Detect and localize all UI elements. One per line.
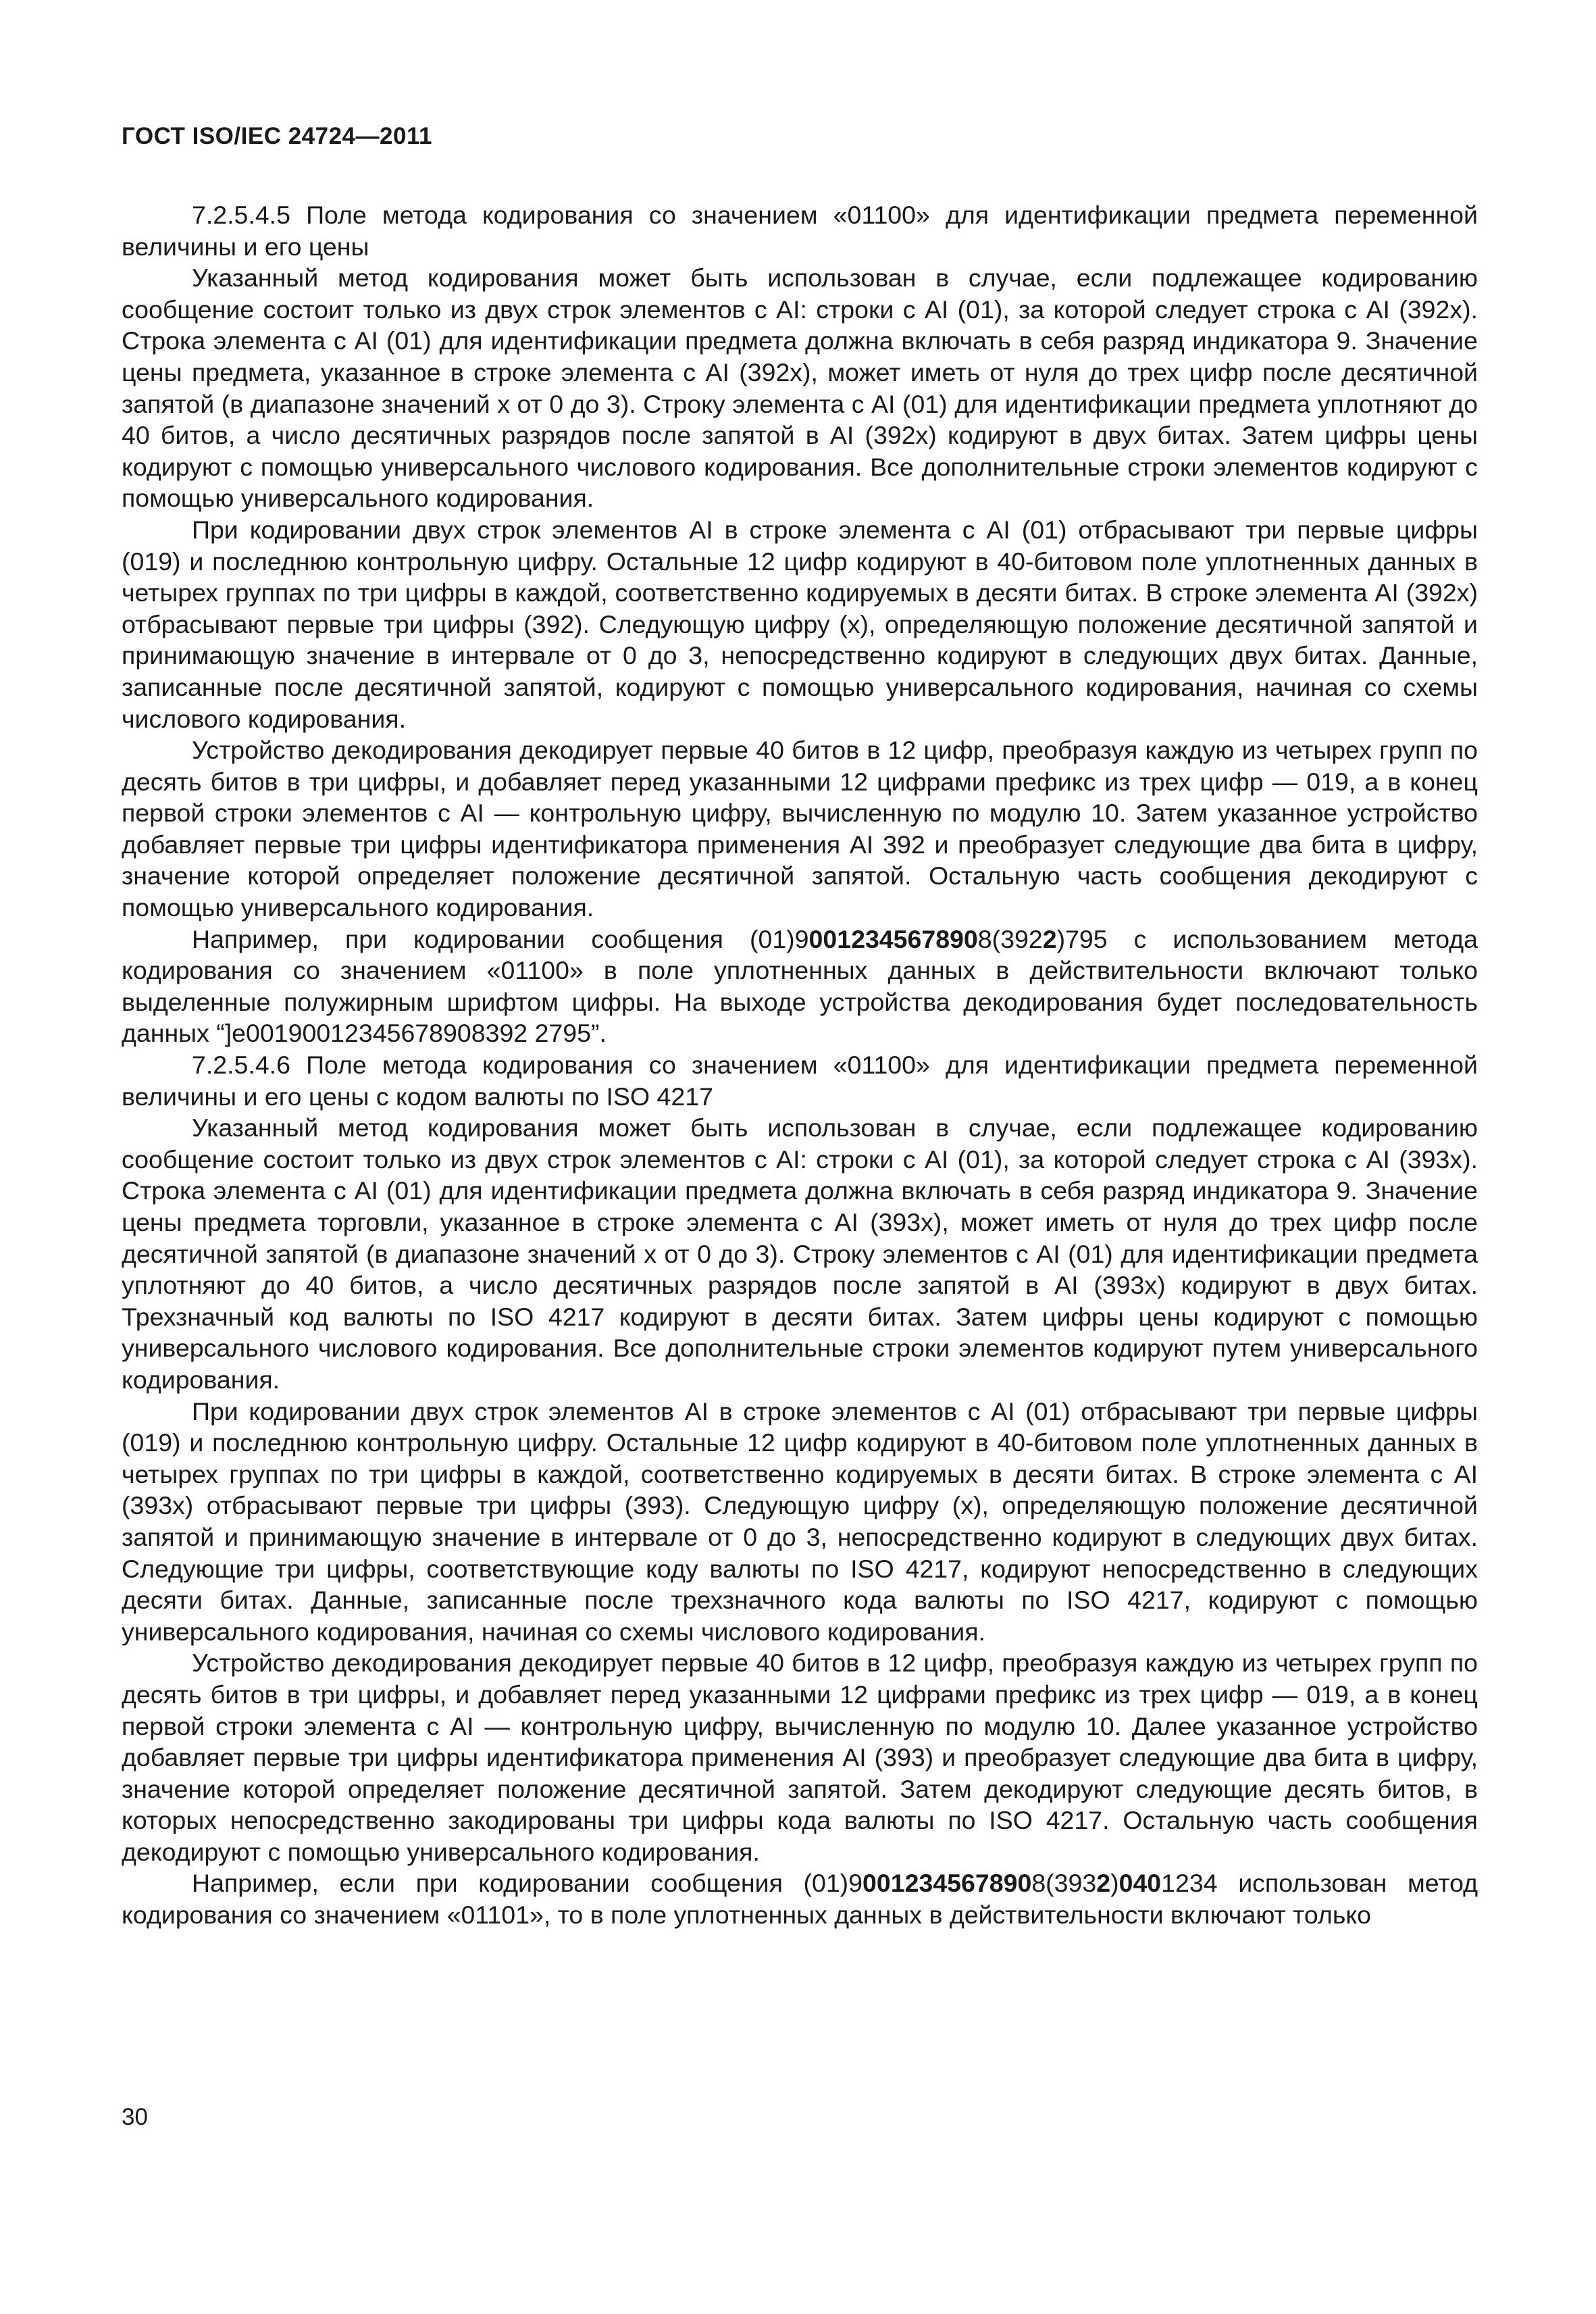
text-segment: 1234 использован метод кодирования со значением «01101», то в поле уплотненных данных в действительности включают только — [122, 1869, 1478, 1930]
document-body — [122, 199, 1478, 1931]
paragraph — [122, 514, 1478, 734]
bold-text-segment: 040 — [1118, 1869, 1162, 1898]
paragraph — [122, 924, 1478, 1049]
page-number: 30 — [122, 2104, 148, 2130]
text-segment: Устройство декодирования декодирует первые 40 битов в 12 цифр, преобразуя каждую из четырех групп по десять битов в три цифры, и добавляет перед указанными 12 цифрами префикс из трех цифр — 019, а в конец первой строки элементов с AI — контрольную цифру, вычисленную по модулю 10. Затем указанное устройство добавляет первые три цифры идентификатора применения AI 392 и преобразует следующие два бита в цифру, значение которой определяет положение десятичной запятой. Остальную часть сообщения декодируют с помощью универсального кодирования. — [122, 736, 1478, 922]
document-header: ГОСТ ISO/IEC 24724—2011 — [122, 123, 432, 149]
text-segment: 7.2.5.4.6 Поле метода кодирования со значением «01100» для идентификации предмета переменной величины и его цены с кодом валюты по ISO 4217 — [122, 1051, 1478, 1111]
paragraph — [122, 1867, 1478, 1930]
paragraph — [122, 262, 1478, 514]
text-segment: )795 с использованием метода кодирования со значением «01100» в поле уплотненных данных в действительности включают только выделенные полужирным шрифтом цифры. На выходе устройства декодирования будет последовательность данных “]e00190012345678908392 2795”. — [122, 924, 1478, 1048]
text-segment: Указанный метод кодирования может быть использован в случае, если подлежащее кодированию сообщение состоит только из двух строк элементов с AI: строки с AI (01), за которой следует строка с AI (393x). Строка элемента с AI (01) для идентификации предмета должна включать в себя разряд индикатора 9. Значение цены предмета торговли, указанное в строке элемента с AI (393x), может иметь от нуля до трех цифр после десятичной запятой (в диапазоне значений x от 0 до 3). Строку элементов с AI (01) для идентификации предмета уплотняют до 40 битов, а число десятичных разрядов после запятой в AI (393x) кодируют в двух битах. Трехзначный код валюты по ISO 4217 кодируют в десяти битах. Затем цифры цены кодируют с помощью универсального числового кодирования. Все дополнительные строки элементов кодируют путем универсального кодирования. — [122, 1113, 1478, 1394]
paragraph — [122, 1647, 1478, 1867]
paragraph — [122, 1112, 1478, 1395]
paragraph — [122, 734, 1478, 924]
text-segment: 7.2.5.4.5 Поле метода кодирования со значением «01100» для идентификации предмета переменной величины и его цены — [122, 201, 1478, 261]
text-segment: 8(393 — [1031, 1869, 1097, 1898]
text-segment: Указанный метод кодирования может быть использован в случае, если подлежащее кодированию сообщение состоит только из двух строк элементов с AI: строки с AI (01), за которой следует строка с AI (392x). Строка элемента с AI (01) для идентификации предмета должна включать в себя разряд индикатора 9. Значение цены предмета, указанное в строке элемента с AI (392x), может иметь от нуля до трех цифр после десятичной запятой (в диапазоне значений x от 0 до 3). Строку элемента с AI (01) для идентификации предмета уплотняют до 40 битов, а число десятичных разрядов после запятой в AI (392x) кодируют в двух битах. Затем цифры цены кодируют с помощью универсального числового кодирования. Все дополнительные строки элементов кодируют с помощью универсального кодирования. — [122, 263, 1478, 513]
bold-text-segment: 2 — [1042, 924, 1057, 953]
text-segment: При кодировании двух строк элементов AI в строке элемента с AI (01) отбрасывают три первые цифры (019) и последнюю контрольную цифру. Остальные 12 цифр кодируют в 40-битовом поле уплотненных данных в четырех группах по три цифры в каждой, соответственно кодируемых в десяти битах. В строке элемента AI (392x) отбрасывают первые три цифры (392). Следующую цифру (x), определяющую положение десятичной запятой и принимающую значение в интервале от 0 до 3, непосредственно кодируют в следующих двух битах. Данные, записанные после десятичной запятой, кодируют с помощью универсального кодирования, начиная со схемы числового кодирования. — [122, 515, 1478, 733]
bold-text-segment: 001234567890 — [863, 1869, 1032, 1898]
bold-text-segment: 001234567890 — [808, 924, 978, 953]
bold-text-segment: 2 — [1096, 1869, 1111, 1898]
text-segment: Устройство декодирования декодирует первые 40 битов в 12 цифр, преобразуя каждую из четырех групп по десять битов в три цифры, и добавляет перед указанными 12 цифрами префикс из трех цифр — 019, а в конец первой строки элемента с AI — контрольную цифру, вычисленную по модулю 10. Далее указанное устройство добавляет первые три цифры идентификатора применения AI (393) и преобразует следующие два бита в цифру, значение которой определяет положение десятичной запятой. Затем декодируют следующие десять битов, в которых непосредственно закодированы три цифры кода валюты по ISO 4217. Остальную часть сообщения декодируют с помощью универсального кодирования. — [122, 1649, 1478, 1866]
text-segment: ) — [1110, 1869, 1119, 1898]
paragraph — [122, 199, 1478, 262]
text-segment: Например, если при кодировании сообщения (01)9 — [192, 1869, 863, 1898]
text-segment: При кодировании двух строк элементов AI в строке элементов с AI (01) отбрасывают три первые цифры (019) и последнюю контрольную цифру. Остальные 12 цифр кодируют в 40-битовом поле уплотненных данных в четырех группах по три цифры в каждой, соответственно кодируемых в десяти битах. В строке элемента с AI (393x) отбрасывают первые три цифры (393). Следующую цифру (x), определяющую положение десятичной запятой и принимающую значение в интервале от 0 до 3, непосредственно кодируют в следующих двух битах. Следующие три цифры, соответствующие коду валюты по ISO 4217, кодируют непосредственно в следующих десяти битах. Данные, записанные после трехзначного кода валюты по ISO 4217, кодируют с помощью универсального кодирования, начиная со схемы числового кодирования. — [122, 1397, 1478, 1646]
paragraph — [122, 1396, 1478, 1648]
text-segment: 8(392 — [977, 924, 1043, 953]
text-segment: Например, при кодировании сообщения (01)9 — [192, 924, 809, 953]
paragraph — [122, 1049, 1478, 1112]
